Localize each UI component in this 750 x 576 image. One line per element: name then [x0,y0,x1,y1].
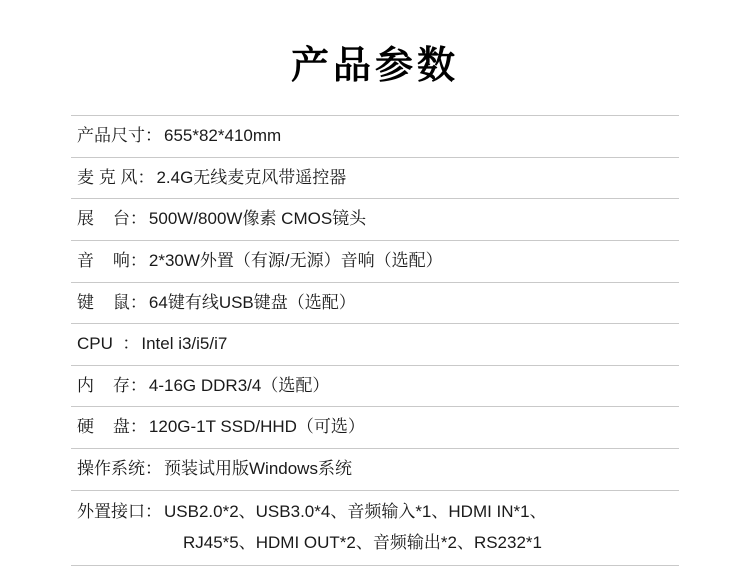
spec-label: 展 台 [77,209,130,229]
spec-label: 硬 盘 [77,417,130,437]
spec-separator: ： [129,375,147,395]
table-row [71,407,679,449]
spec-value-line-1: USB2.0*2、USB3.0*4、音频输入*1、HDMI IN*1、 [164,501,547,521]
spec-label: 音 响 [77,250,130,270]
spec-label: CPU [77,334,123,354]
spec-label: 操作系统 [77,459,145,479]
spec-separator: ： [129,250,147,270]
spec-value-line-2: RJ45*5、HDMI OUT*2、音频输出*2、RS232*1 [183,533,542,553]
spec-separator: ： [137,167,155,187]
spec-separator: ： [145,501,162,521]
spec-separator: ： [129,292,147,312]
spec-value: 预装试用版Windows系统 [164,459,352,479]
spec-label: 内 存 [77,375,130,395]
table-row [71,365,679,407]
table-row [71,282,679,324]
table-row [71,240,679,282]
spec-label: 外置接口 [77,501,145,521]
page-title: 产品参数 [290,45,459,87]
spec-value: 120G-1T SSD/HHD（可选） [148,417,365,437]
table-row-ports [71,490,679,565]
table-row [71,199,679,241]
spec-label: 产品尺寸 [77,126,145,145]
spec-separator: ： [129,417,147,437]
spec-separator: ： [122,334,140,354]
spec-value: 500W/800W像素 CMOS镜头 [148,209,367,229]
spec-label: 麦 克 风 [77,167,138,187]
spec-separator: ： [145,459,162,479]
spec-value: Intel i3/i5/i7 [141,334,228,354]
table-row [71,324,679,366]
spec-value: 2*30W外置（有源/无源）音响（选配） [148,250,443,270]
table-row [71,157,679,199]
spec-label: 键 鼠 [77,292,130,312]
spec-separator: ： [129,209,147,229]
spec-value: 2.4G无线麦克风带遥控器 [156,167,347,187]
spec-separator: ： [145,126,162,145]
table-row [71,116,679,158]
spec-table [71,115,679,566]
spec-value: 64键有线USB键盘（选配） [148,292,356,312]
spec-value: 4-16G DDR3/4（选配） [148,375,330,395]
table-row [71,449,679,491]
spec-value: 655*82*410mm [164,126,282,145]
